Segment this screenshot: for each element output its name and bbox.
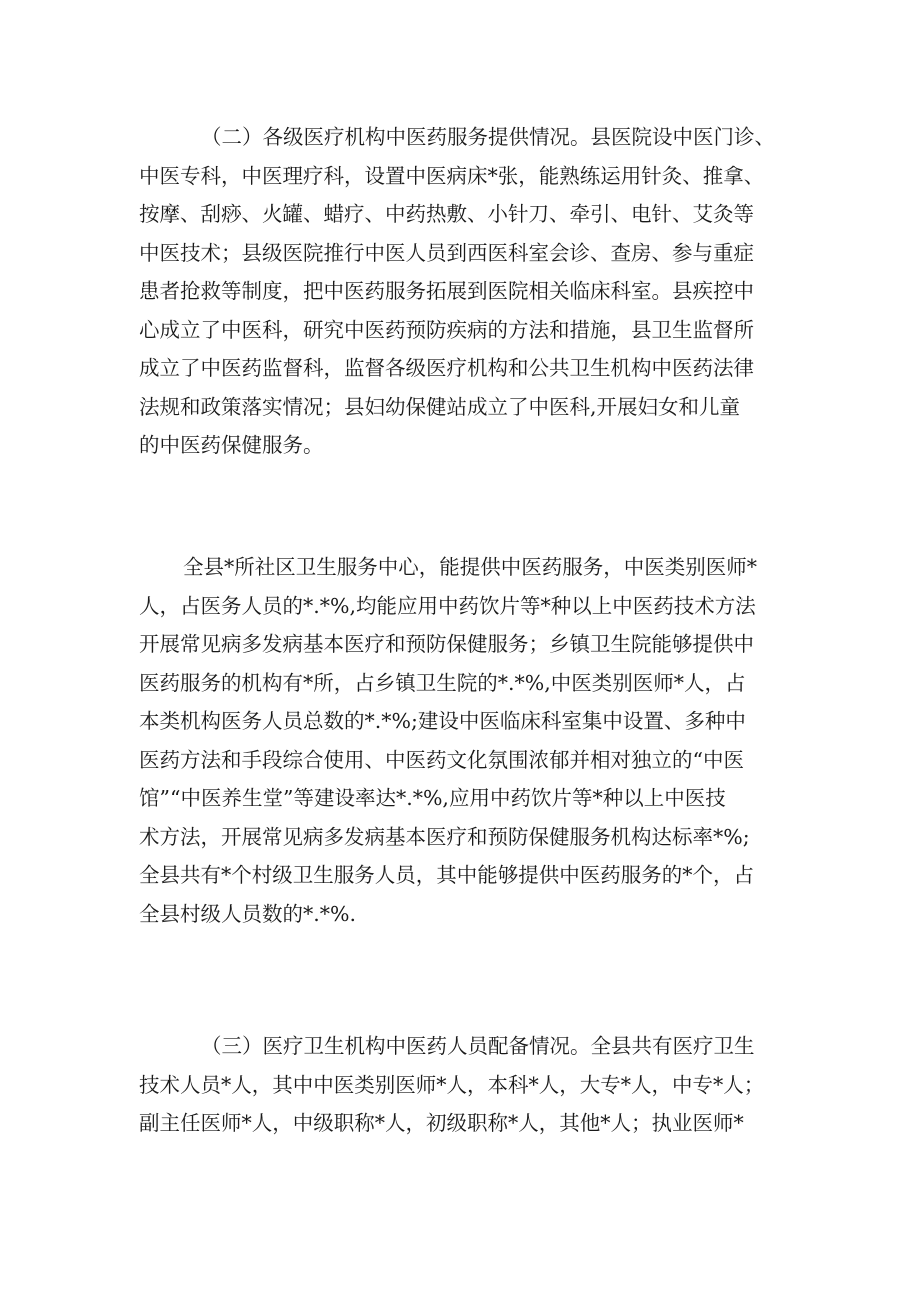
text-line: 中医技术；县级医院推行中医人员到西医科室会诊、查房、参与重症 xyxy=(139,240,754,265)
text-line: 心成立了中医科，研究中医药预防疾病的方法和措施，县卫生监督所 xyxy=(139,317,754,342)
text-line: 人，占医务人员的*.*%,均能应用中药饮片等*种以上中医药技术方法 xyxy=(139,593,756,618)
text-line: 全县*所社区卫生服务中心，能提供中医药服务，中医类别医师* xyxy=(183,555,757,579)
text-line: 馆”“中医养生堂”等建设率达*.*%,应用中药饮片等*种以上中医技 xyxy=(139,786,726,810)
paragraph-staffing xyxy=(139,1027,799,1143)
text-line: 全县村级人员数的*.*%. xyxy=(139,901,357,926)
text-line: 本类机构医务人员总数的*.*%;建设中医临床科室集中设置、多种中 xyxy=(139,709,746,733)
paragraph-community-health-services xyxy=(139,548,799,933)
text-line: 技术人员*人，其中中医类别医师*人，本科*人，大专*人，中专*人； xyxy=(139,1072,765,1097)
text-line: 中医专科，中医理疗科，设置中医病床*张，能熟练运用针灸、推拿、 xyxy=(139,163,765,188)
text-line: 的中医药保健服务。 xyxy=(139,433,324,457)
text-line: 医药服务的机构有*所，占乡镇卫生院的*.*%,中医类别医师*人，占 xyxy=(139,670,746,695)
text-line: 按摩、刮痧、火罐、蜡疗、中药热敷、小针刀、牵引、电针、艾灸等 xyxy=(139,202,754,226)
text-line: 副主任医师*人，中级职称*人，初级职称*人，其他*人；执业医师* xyxy=(139,1111,744,1135)
text-line: 成立了中医药监督科，监督各级医疗机构和公共卫生机构中医药法律 xyxy=(139,356,754,380)
text-line: 全县共有*个村级卫生服务人员，其中能够提供中医药服务的*个，占 xyxy=(139,863,754,887)
text-line: 术方法，开展常见病多发病基本医疗和预防保健服务机构达标率*%; xyxy=(139,824,750,849)
text-line: 患者抢救等制度，把中医药服务拓展到医院相关临床科室。县疾控中 xyxy=(139,279,754,303)
text-line: 医药方法和手段综合使用、中医药文化氛围浓郁并相对独立的“中医 xyxy=(139,747,744,772)
text-line: （三）医疗卫生机构中医药人员配备情况。全县共有医疗卫生 xyxy=(201,1034,755,1058)
text-line: 开展常见病多发病基本医疗和预防保健服务；乡镇卫生院能够提供中 xyxy=(139,632,754,656)
text-line: 法规和政策落实情况；县妇幼保健站成立了中医科,开展妇女和儿童 xyxy=(139,394,741,419)
paragraph-medical-institutions-services xyxy=(139,118,799,465)
text-line: （二）各级医疗机构中医药服务提供情况。县医院设中医门诊、 xyxy=(201,125,775,149)
